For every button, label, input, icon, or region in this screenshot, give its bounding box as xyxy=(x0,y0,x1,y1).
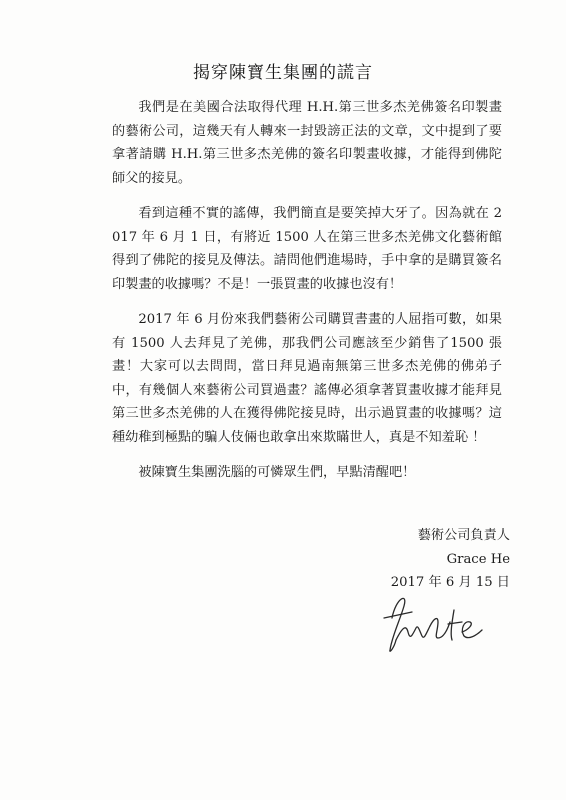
paragraph-2: 看到這種不實的謠傳，我們簡直是要笑掉大牙了。因為就在 2017 年 6 月 1 日，有將近 1500 人在第三世多杰羌佛文化藝術館得到了佛陀的接見及傳法。請問他們進場時，手中拿的是購買簽名印製畫的收據嗎？不是！一張買畫的收據也沒有！ xyxy=(112,206,502,292)
letter-date: 2017 年 6 月 15 日 xyxy=(390,575,510,590)
paragraph-3: 2017 年 6 月份來我們藝術公司購買書畫的人屈指可數，如果有 1500 人去拜見了羌佛，那我們公司應該至少銷售了1500 張畫！大家可以去問問，當日拜見過南無第三世多杰羌佛的佛弟子中，有幾個人來藝術公司買過畫？謠傳必須拿著買畫收據才能拜見第三世多杰羌佛的人在獲得佛陀接見時，出示過買畫的收據嗎？這種幼稚到極點的騙人伎倆也敢拿出來欺瞞世人，真是不知羞恥 ！ xyxy=(112,312,502,445)
signer-name: Grace He xyxy=(446,551,510,567)
signoff-block xyxy=(340,524,510,595)
paragraph-4: 被陳寶生集團洗腦的可憐眾生們，早點清醒吧！ xyxy=(138,465,416,480)
paragraph-1: 我們是在美國合法取得代理 H.H.第三世多杰羌佛簽名印製畫的藝術公司，這幾天有人轉來一封毀謗正法的文章，文中提到了要拿著請購 H.H.第三世多杰羌佛的簽名印製畫收據，才能得到佛陀師父的接見。 xyxy=(112,100,502,186)
letter-body xyxy=(112,96,502,497)
signer-role: 藝術公司負責人 xyxy=(417,528,510,543)
page-title: 揭穿陳寶生集團的謊言 xyxy=(193,63,373,83)
handwritten-signature xyxy=(378,588,488,658)
